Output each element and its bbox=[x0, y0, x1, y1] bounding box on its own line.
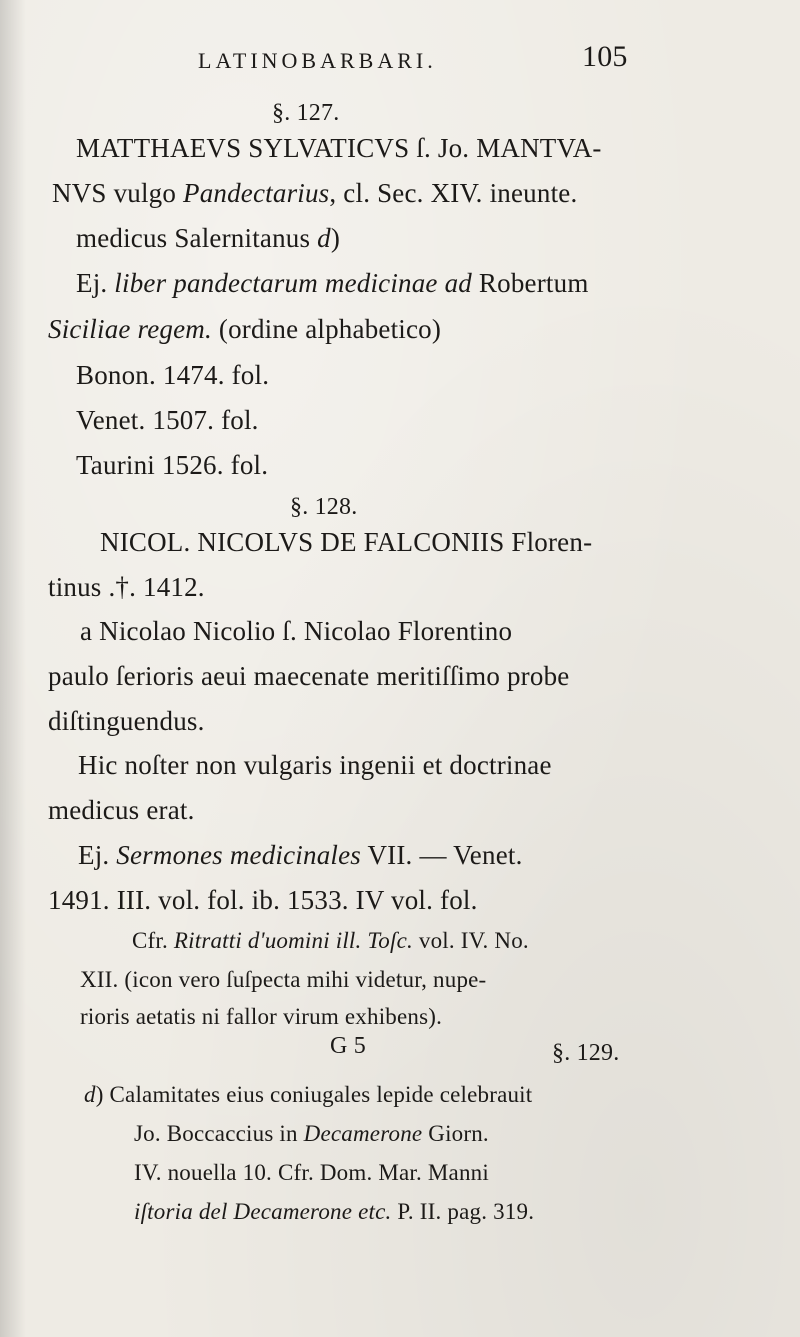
note-line: XII. (icon vero ſuſpecta mihi videtur, nupe- bbox=[80, 967, 487, 992]
footnote-marker: d bbox=[84, 1082, 96, 1107]
catchword: §. 129. bbox=[552, 1040, 620, 1066]
text-line: tinus .†. 1412. bbox=[48, 572, 205, 602]
text-line: Ej. liber pandectarum medicinae ad Robertum bbox=[76, 268, 589, 298]
footnote-line: Jo. Boccaccius in Decamerone Giorn. bbox=[134, 1121, 489, 1146]
text-line: Ej. Sermones medicinales VII. — Venet. bbox=[78, 840, 523, 870]
text-line: NICOL. NICOLVS DE FALCONIIS Floren- bbox=[100, 527, 593, 557]
text-line: a Nicolao Nicolio ſ. Nicolao Florentino bbox=[80, 616, 513, 646]
note-line: rioris aetatis ni fallor virum exhibens). bbox=[80, 1004, 443, 1029]
page-number: 105 bbox=[582, 40, 628, 73]
text-line: Siciliae regem. (ordine alphabetico) bbox=[48, 314, 442, 344]
footnote-line: IV. nouella 10. Cfr. Dom. Mar. Manni bbox=[134, 1160, 489, 1185]
text-line: medicus erat. bbox=[48, 795, 195, 825]
text-line: NVS vulgo Pandectarius, cl. Sec. XIV. ineunte. bbox=[52, 178, 578, 208]
text-line: paulo ſerioris aeui maecenate meritiſſimo probe bbox=[48, 661, 570, 691]
page-gutter-shadow bbox=[0, 0, 26, 1337]
text-line: Hic noſter non vulgaris ingenii et doctrinae bbox=[78, 750, 552, 780]
text-line: Bonon. 1474. fol. bbox=[76, 360, 270, 390]
text-line: diſtinguendus. bbox=[48, 706, 205, 736]
text-line: Taurini 1526. fol. bbox=[76, 450, 269, 480]
section-number: §. 128. bbox=[290, 494, 358, 520]
text-line: MATTHAEVS SYLVATICVS ſ. Jo. MANTVA- bbox=[76, 133, 602, 163]
text-line: medicus Salernitanus d) bbox=[76, 223, 341, 253]
note-line: Cfr. Ritratti d'uomini ill. Toſc. vol. IV. No. bbox=[132, 928, 529, 953]
text-line: 1491. III. vol. fol. ib. 1533. IV vol. fol. bbox=[48, 885, 478, 915]
running-title: LATINOBARBARI. bbox=[198, 48, 437, 73]
signature-mark: G 5 bbox=[330, 1033, 366, 1059]
footnote-line: d) Calamitates eius coniugales lepide celebrauit bbox=[84, 1082, 533, 1107]
text-line: Venet. 1507. fol. bbox=[76, 405, 259, 435]
section-number: §. 127. bbox=[272, 100, 340, 126]
footnote-line: iſtoria del Decamerone etc. P. II. pag. 319. bbox=[134, 1199, 535, 1224]
